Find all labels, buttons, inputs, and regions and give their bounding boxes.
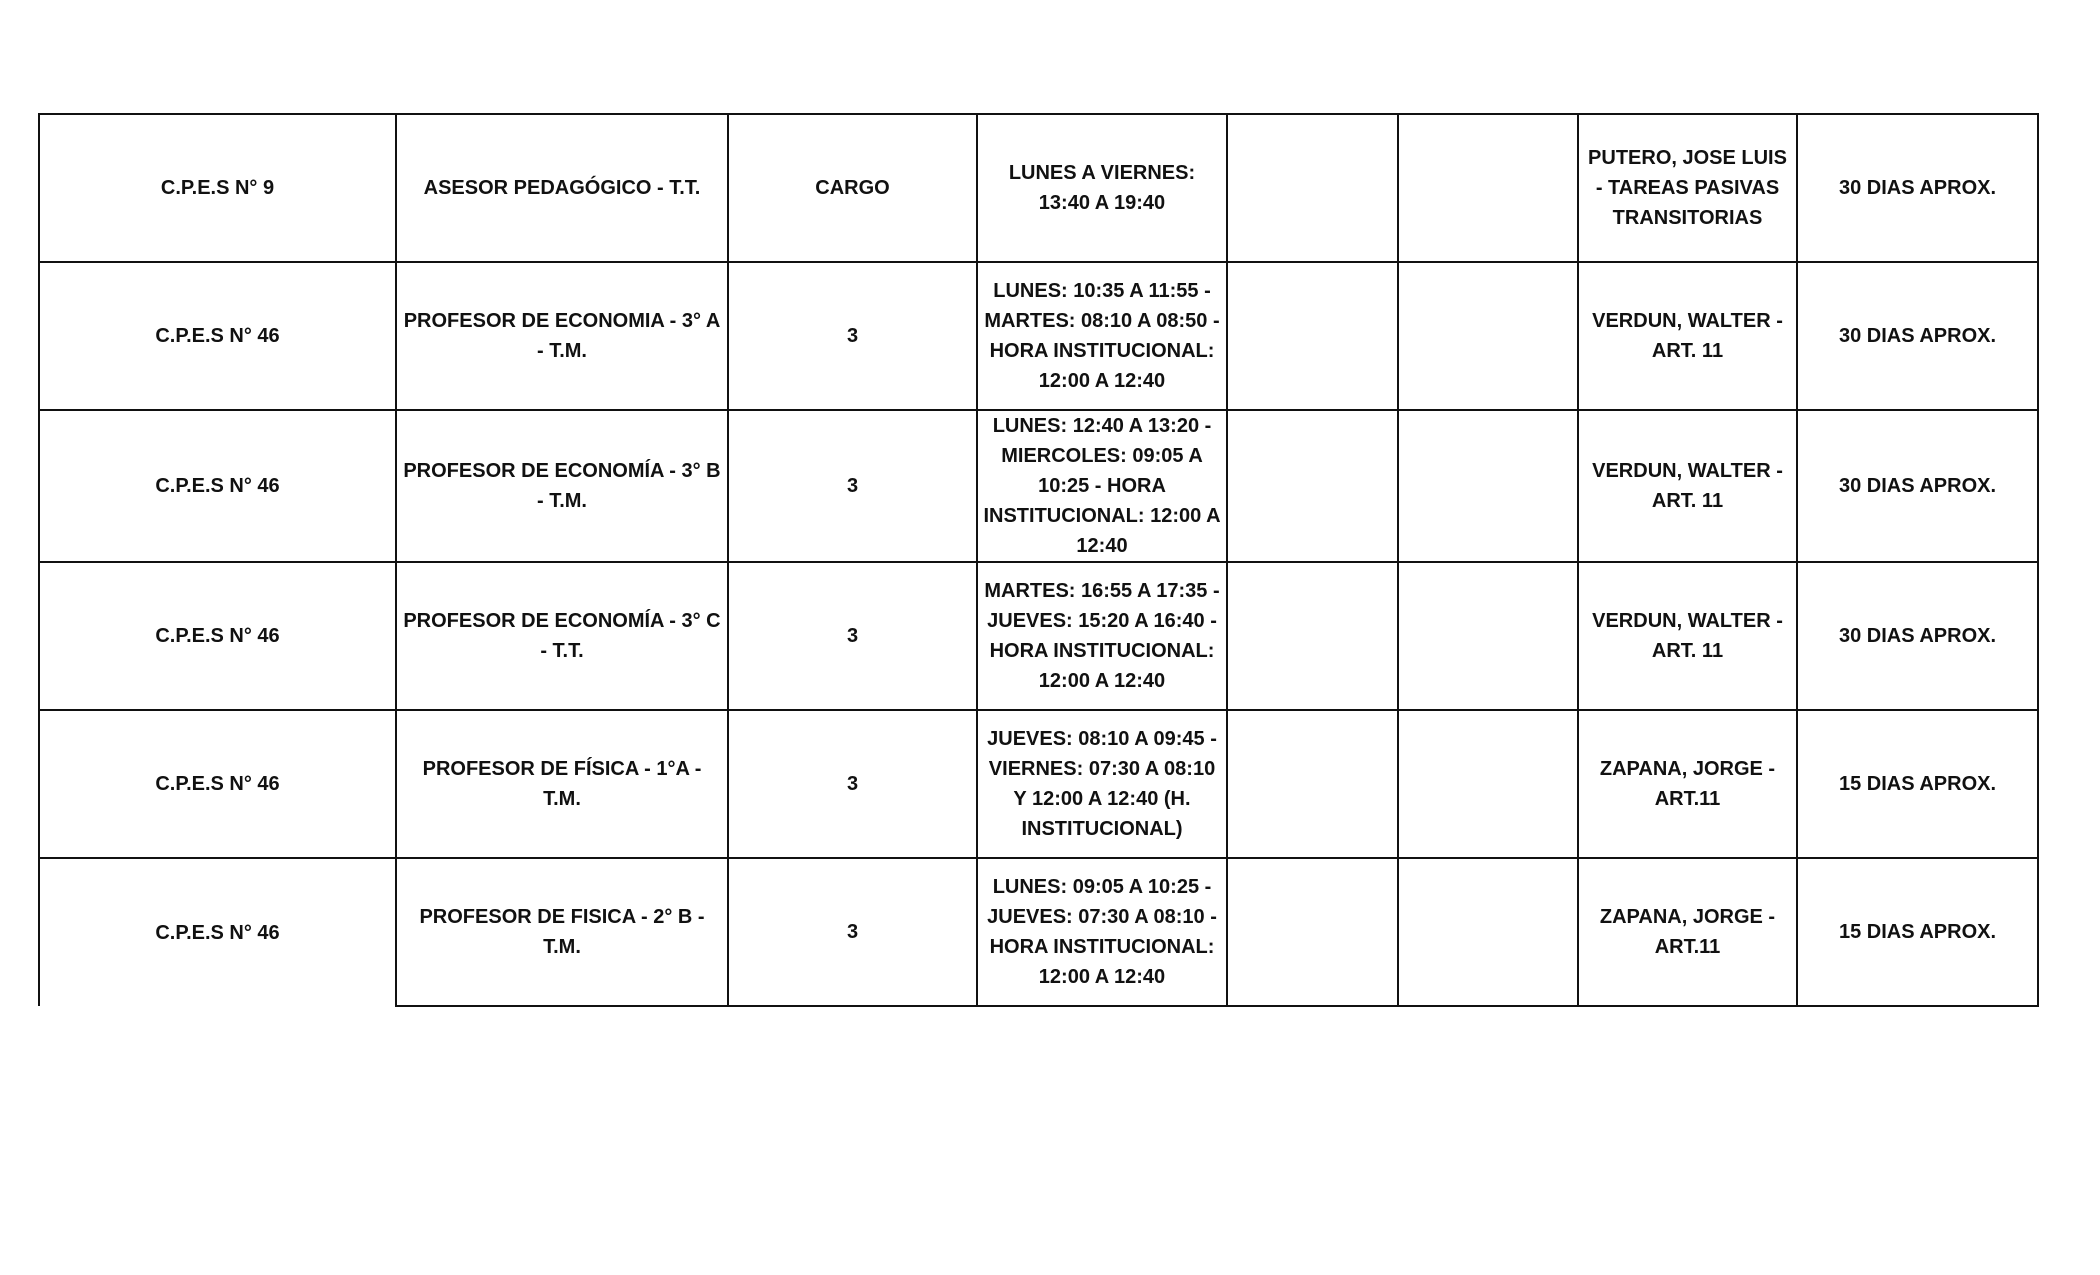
schedule-cell: LUNES: 09:05 A 10:25 - JUEVES: 07:30 A 08:10 - HORA INSTITUCIONAL: 12:00 A 12:40 (977, 858, 1227, 1006)
empty-cell (1398, 262, 1578, 410)
table-row (39, 858, 2038, 1006)
empty-cell (1227, 114, 1398, 262)
hours-cell: 3 (728, 562, 977, 710)
hours-cell: 3 (728, 858, 977, 1006)
hours-cell: 3 (728, 710, 977, 858)
replaces-cell: PUTERO, JOSE LUIS - TAREAS PASIVAS TRANSITORIAS (1578, 114, 1797, 262)
position-cell: PROFESOR DE FISICA - 2° B - T.M. (396, 858, 728, 1006)
empty-cell (1227, 858, 1398, 1006)
duration-cell: 30 DIAS APROX. (1797, 562, 2038, 710)
table-row (39, 710, 2038, 858)
table-row (39, 410, 2038, 562)
school-cell: C.P.E.S N° 46 (39, 410, 396, 562)
duration-cell: 30 DIAS APROX. (1797, 410, 2038, 562)
duration-cell: 30 DIAS APROX. (1797, 114, 2038, 262)
replaces-cell: VERDUN, WALTER - ART. 11 (1578, 562, 1797, 710)
replaces-cell: ZAPANA, JORGE - ART.11 (1578, 710, 1797, 858)
table-row (39, 562, 2038, 710)
table-row (39, 114, 2038, 262)
position-cell: PROFESOR DE FÍSICA - 1°A - T.M. (396, 710, 728, 858)
schedule-cell: JUEVES: 08:10 A 09:45 - VIERNES: 07:30 A 08:10 Y 12:00 A 12:40 (H. INSTITUCIONAL) (977, 710, 1227, 858)
vacancies-table (38, 113, 2039, 1007)
empty-cell (1227, 562, 1398, 710)
empty-cell (1227, 710, 1398, 858)
school-cell: C.P.E.S N° 46 (39, 858, 396, 1006)
empty-cell (1398, 410, 1578, 562)
empty-cell (1227, 262, 1398, 410)
schedule-cell: LUNES: 12:40 A 13:20 - MIERCOLES: 09:05 A 10:25 - HORA INSTITUCIONAL: 12:00 A 12:40 (977, 410, 1227, 562)
position-cell: PROFESOR DE ECONOMÍA - 3° C - T.T. (396, 562, 728, 710)
empty-cell (1398, 562, 1578, 710)
schedule-cell: MARTES: 16:55 A 17:35 - JUEVES: 15:20 A 16:40 - HORA INSTITUCIONAL: 12:00 A 12:40 (977, 562, 1227, 710)
empty-cell (1227, 410, 1398, 562)
empty-cell (1398, 710, 1578, 858)
school-cell: C.P.E.S N° 46 (39, 710, 396, 858)
school-cell: C.P.E.S N° 46 (39, 262, 396, 410)
duration-cell: 30 DIAS APROX. (1797, 262, 2038, 410)
empty-cell (1398, 858, 1578, 1006)
schedule-cell: LUNES: 10:35 A 11:55 - MARTES: 08:10 A 08:50 - HORA INSTITUCIONAL: 12:00 A 12:40 (977, 262, 1227, 410)
school-cell: C.P.E.S N° 46 (39, 562, 396, 710)
hours-cell: 3 (728, 262, 977, 410)
duration-cell: 15 DIAS APROX. (1797, 710, 2038, 858)
duration-cell: 15 DIAS APROX. (1797, 858, 2038, 1006)
replaces-cell: VERDUN, WALTER - ART. 11 (1578, 410, 1797, 562)
replaces-cell: ZAPANA, JORGE - ART.11 (1578, 858, 1797, 1006)
table-row (39, 262, 2038, 410)
empty-cell (1398, 114, 1578, 262)
position-cell: PROFESOR DE ECONOMIA - 3° A - T.M. (396, 262, 728, 410)
school-cell: C.P.E.S N° 9 (39, 114, 396, 262)
hours-cell: CARGO (728, 114, 977, 262)
position-cell: ASESOR PEDAGÓGICO - T.T. (396, 114, 728, 262)
position-cell: PROFESOR DE ECONOMÍA - 3° B - T.M. (396, 410, 728, 562)
hours-cell: 3 (728, 410, 977, 562)
schedule-cell: LUNES A VIERNES: 13:40 A 19:40 (977, 114, 1227, 262)
replaces-cell: VERDUN, WALTER - ART. 11 (1578, 262, 1797, 410)
